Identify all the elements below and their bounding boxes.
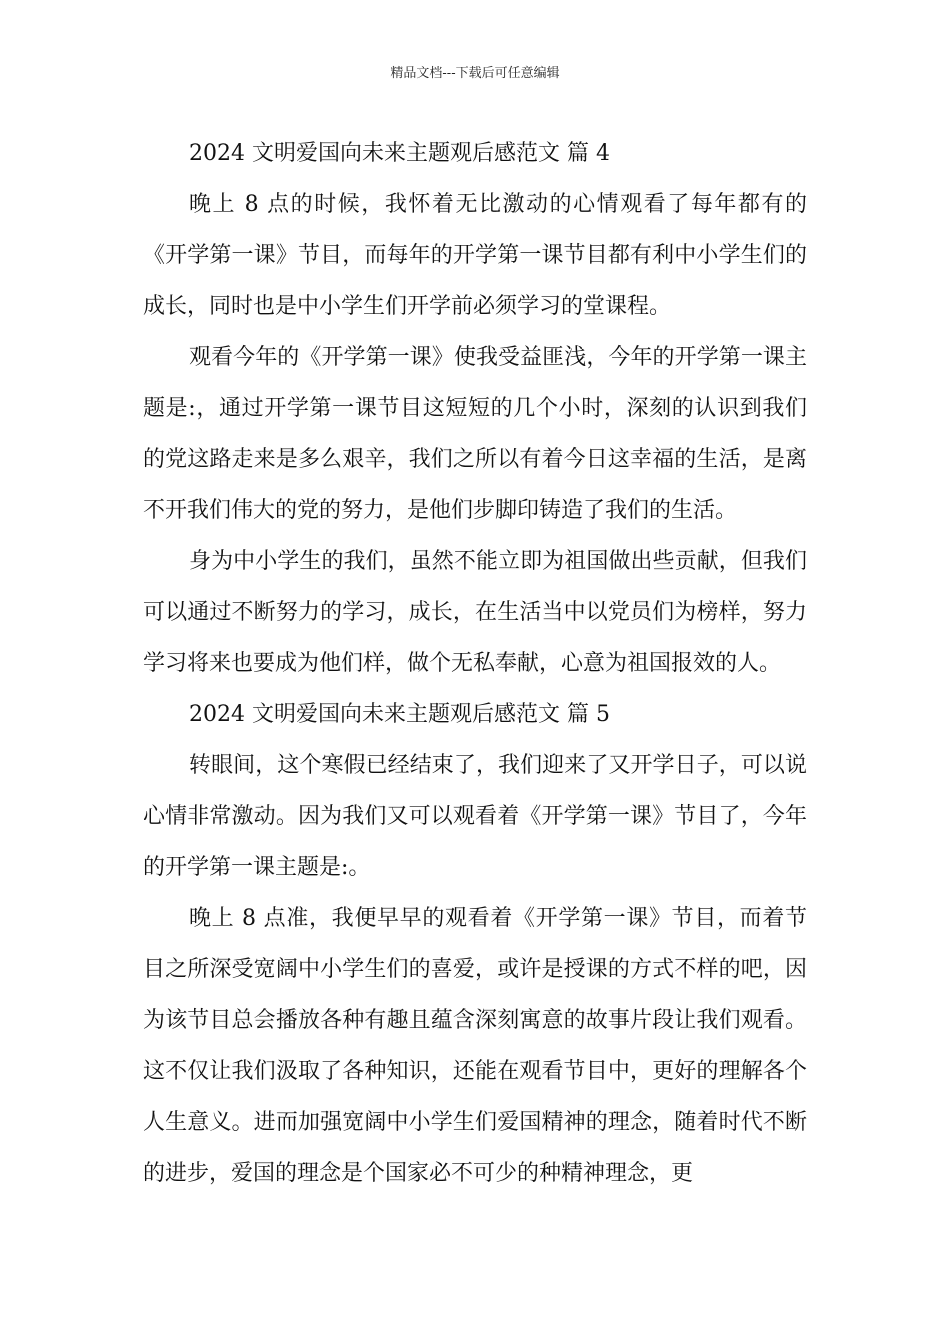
paragraph: 晚上 8 点准，我便早早的观看着《开学第一课》节目，而着节目之所深受宽阔中小学生们的喜爱，或许是授课的方式不样的吧，因为该节目总会播放各种有趣且蕴含深刻寓意的故事片段让我们观看。这不仅让我们汲取了各种知识，还能在观看节目中，更好的理解各个人生意义。进而加强宽阔中小学生们爱国精神的理念，随着时代不断的进步，爱国的理念是个国家必不可少的种精神理念，更 <box>143 906 807 1186</box>
paragraph: 身为中小学生的我们，虽然不能立即为祖国做出些贡献，但我们可以通过不断努力的学习，成长，在生活当中以党员们为榜样，努力学习将来也要成为他们样，做个无私奉献，心意为祖国报效的人。 <box>143 549 807 676</box>
paragraph: 晚上 8 点的时候，我怀着无比激动的心情观看了每年都有的《开学第一课》节目，而每年的开学第一课节目都有利中小学生们的成长，同时也是中小学生们开学前必须学习的堂课程。 <box>143 192 807 319</box>
document-body <box>143 128 807 1199</box>
section-heading-4: 2024 文明爱国向未来主题观后感范文 篇 4 <box>189 141 610 166</box>
page-header: 精品文档---下载后可任意编辑 <box>390 66 560 81</box>
paragraph: 观看今年的《开学第一课》使我受益匪浅，今年的开学第一课主题是:，通过开学第一课节目这短短的几个小时，深刻的认识到我们的党这路走来是多么艰辛，我们之所以有着今日这幸福的生活，是离不开我们伟大的党的努力，是他们步脚印铸造了我们的生活。 <box>143 345 807 523</box>
paragraph: 转眼间，这个寒假已经结束了，我们迎来了又开学日子，可以说心情非常激动。因为我们又可以观看着《开学第一课》节目了，今年的开学第一课主题是:。 <box>143 753 807 880</box>
section-heading-5: 2024 文明爱国向未来主题观后感范文 篇 5 <box>189 702 610 727</box>
